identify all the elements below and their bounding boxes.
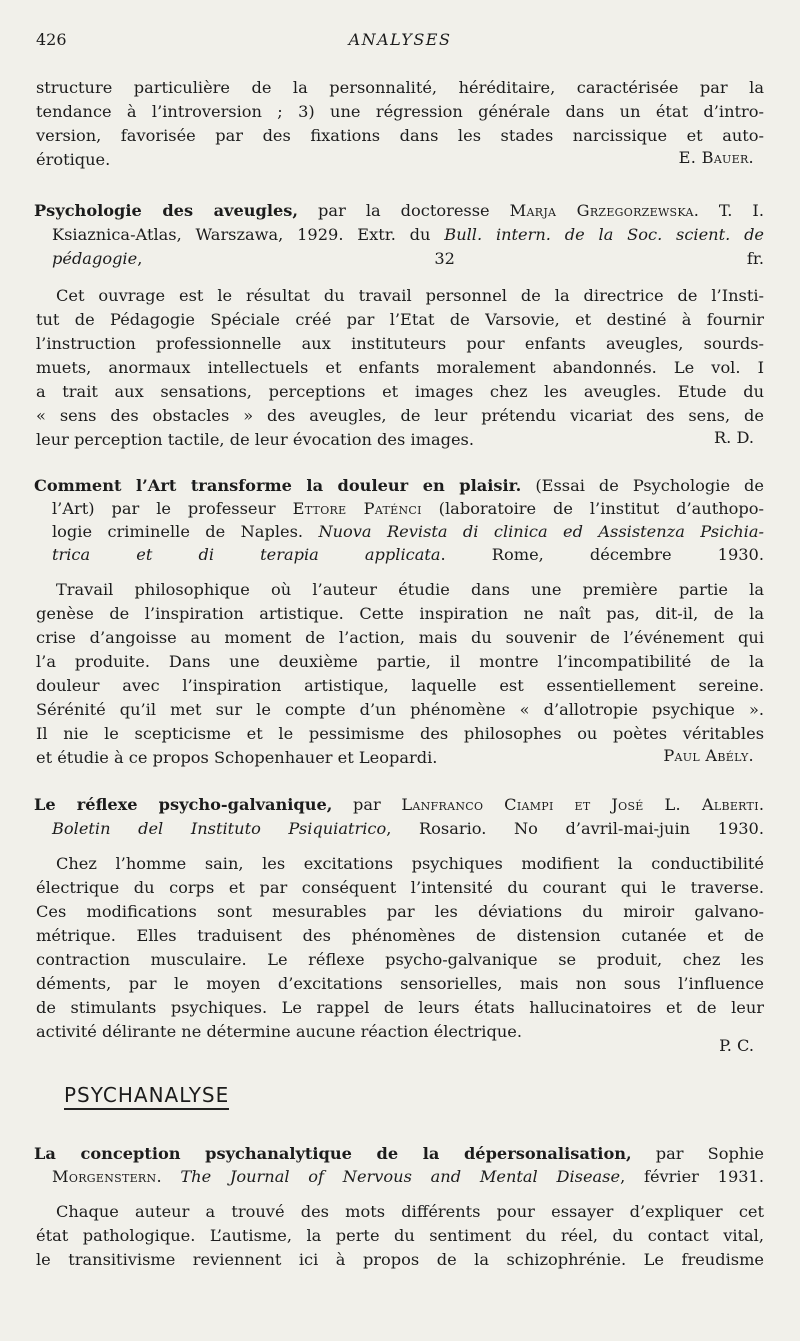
reference-text: Ksiaznica-Atlas, Warszawa, 1929. Extr. du bbox=[52, 225, 445, 244]
article-title: Comment l’Art transforme la douleur en plaisir. bbox=[34, 476, 522, 495]
reference-line bbox=[34, 199, 764, 223]
reference-line bbox=[34, 474, 764, 498]
body-line: a trait aux sensations, perceptions et images chez les aveugles. Etude du bbox=[36, 382, 764, 401]
body-line: tendance à l’introversion ; 3) une régression générale dans un état d’intro- bbox=[36, 102, 764, 121]
section-heading: PSYCHANALYSE bbox=[64, 1082, 229, 1110]
body-line: électrique du corps et par conséquent l’intensité du courant qui le traverse. bbox=[36, 878, 764, 897]
body-line: leur perception tactile, de leur évocation des images. bbox=[36, 430, 475, 449]
author-name: Ettore Paténci bbox=[292, 499, 422, 518]
body-line: de stimulants psychiques. Le rappel de leurs états hallucinatoires et de leur bbox=[36, 998, 764, 1017]
reference-line bbox=[34, 247, 764, 271]
reference-line bbox=[34, 223, 764, 247]
reference-text: . bbox=[758, 795, 764, 814]
body-line: activité délirante ne détermine aucune réaction électrique. bbox=[36, 1022, 522, 1041]
reference-text: , Rosario. No d’avril-mai-juin 1930. bbox=[386, 819, 765, 838]
page-header bbox=[36, 30, 764, 54]
body-line: Ces modifications sont mesurables par les déviations du miroir galvano- bbox=[36, 902, 764, 921]
body-line: l’instruction professionnelle aux instituteurs pour enfants aveugles, sourds- bbox=[36, 334, 764, 353]
journal-name: Nuova Revista di clinica ed Assistenza Psichia- bbox=[318, 522, 764, 541]
body-line: Cet ouvrage est le résultat du travail personnel de la directrice de l’Insti- bbox=[56, 286, 764, 305]
signature: P. C. bbox=[719, 1036, 754, 1055]
journal-name: Bull. intern. de la Soc. scient. de bbox=[444, 225, 765, 244]
body-line: structure particulière de la personnalité, héréditaire, caractérisée par la bbox=[36, 78, 764, 97]
body-line: Chez l’homme sain, les excitations psychiques modifient la conductibilité bbox=[56, 854, 764, 873]
reference-line bbox=[34, 1165, 764, 1189]
reference-line bbox=[34, 497, 764, 521]
body-line: métrique. Elles traduisent des phénomènes de distension cutanée et de bbox=[36, 926, 764, 945]
article-title: Le réflexe psycho-galvanique, bbox=[34, 795, 333, 814]
page-number: 426 bbox=[36, 30, 67, 49]
body-line: « sens des obstacles » des aveugles, de leur prétendu vicariat des sens, de bbox=[36, 406, 764, 425]
body-line: le transitivisme reviennent ici à propos de la schizophrénie. Le freudisme bbox=[36, 1250, 764, 1269]
article-title: Psychologie des aveugles, bbox=[34, 201, 299, 220]
journal-name: The Journal of Nervous and Mental Disease bbox=[180, 1167, 621, 1186]
signature: R. D. bbox=[713, 428, 754, 447]
reference-line bbox=[34, 817, 764, 841]
body-line: érotique. bbox=[36, 150, 111, 169]
reference-text: par bbox=[332, 795, 402, 814]
article-title: La conception psychanalytique de la dépersonalisation, bbox=[34, 1144, 632, 1163]
reference-text: logie criminelle de Naples. bbox=[52, 522, 319, 541]
reference-line bbox=[34, 793, 764, 817]
body-line: tut de Pédagogie Spéciale créé par l’Etat de Varsovie, et destiné à fournir bbox=[36, 310, 764, 329]
body-line: douleur avec l’inspiration artistique, laquelle est essentiellement sereine. bbox=[36, 676, 764, 695]
body-line: et étudie à ce propos Schopenhauer et Leopardi. bbox=[36, 748, 438, 767]
body-line: genèse de l’inspiration artistique. Cette inspiration ne naît pas, dit-il, de la bbox=[36, 604, 764, 623]
signature bbox=[663, 746, 754, 765]
body-line: état pathologique. L’autisme, la perte du sentiment du réel, du contact vital, bbox=[36, 1226, 764, 1245]
body-line: contraction musculaire. Le réflexe psycho-galvanique se produit, chez les bbox=[36, 950, 764, 969]
journal-name: trica et di terapia applicata bbox=[52, 545, 441, 564]
reference-line bbox=[34, 543, 764, 567]
author-name: Morgenstern bbox=[52, 1167, 157, 1186]
body-line: Il nie le scepticisme et le pessimisme des philosophes ou poètes véritables bbox=[36, 724, 764, 743]
reference-text: , février 1931. bbox=[620, 1167, 764, 1186]
author-name: Lanfranco Ciampi et José L. Alberti bbox=[401, 795, 759, 814]
reference-text: . T. I. bbox=[693, 201, 764, 220]
body-line: déments, par le moyen d’excitations sensorielles, mais non sous l’influence bbox=[36, 974, 764, 993]
reference-line bbox=[34, 1142, 764, 1166]
body-line: version, favorisée par des fixations dans les stades narcissique et auto- bbox=[36, 126, 764, 145]
journal-name: Boletin del Instituto Psiquiatrico bbox=[52, 819, 387, 838]
journal-name: pédagogie bbox=[52, 249, 138, 268]
reference-text: par Sophie bbox=[631, 1144, 765, 1163]
reference-text: (laboratoire de l’institut d’authopo- bbox=[421, 499, 765, 518]
author-name: Marja Grzegorzewska bbox=[509, 201, 694, 220]
reference-text: , 32 fr. bbox=[137, 249, 764, 268]
reference-text: par la doctoresse bbox=[298, 201, 510, 220]
signature: E. Bauer. bbox=[678, 148, 754, 167]
reference-text: . bbox=[156, 1167, 181, 1186]
body-line: Chaque auteur a trouvé des mots différents pour essayer d’expliquer cet bbox=[56, 1202, 764, 1221]
signature-name: Paul Abély. bbox=[663, 746, 754, 765]
body-line: muets, anormaux intellectuels et enfants moralement abandonnés. Le vol. I bbox=[36, 358, 764, 377]
body-line: l’a produite. Dans une deuxième partie, il montre l’incompatibilité de la bbox=[36, 652, 764, 671]
body-line: Travail philosophique où l’auteur étudie dans une première partie la bbox=[56, 580, 764, 599]
reference-text: . Rome, décembre 1930. bbox=[440, 545, 764, 564]
running-head: ANALYSES bbox=[348, 30, 452, 49]
body-line: Sérénité qu’il met sur le compte d’un phénomène « d’allotropie psychique ». bbox=[36, 700, 764, 719]
body-line: crise d’angoisse au moment de l’action, mais du souvenir de l’événement qui bbox=[36, 628, 764, 647]
reference-text: l’Art) par le professeur bbox=[52, 499, 293, 518]
reference-line bbox=[34, 520, 764, 544]
reference-text: (Essai de Psychologie de bbox=[521, 476, 764, 495]
